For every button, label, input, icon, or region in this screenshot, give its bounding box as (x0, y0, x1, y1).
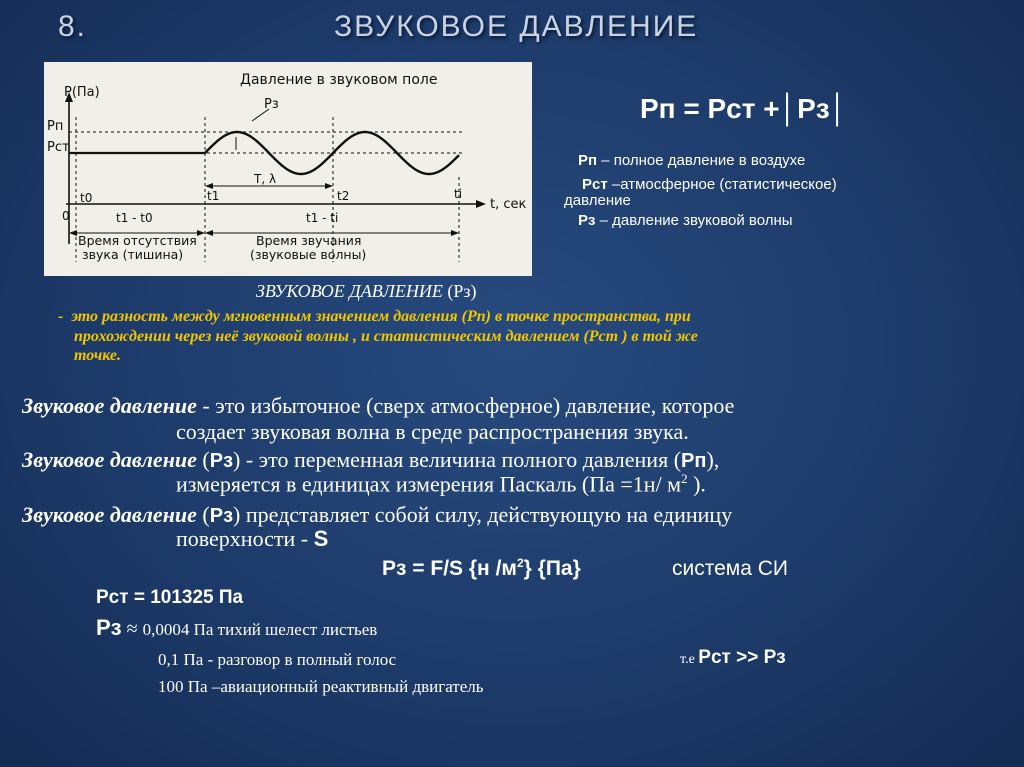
si-formula (382, 556, 581, 581)
si-formula-sup: 2 (516, 556, 524, 570)
silence-caption-1: Время отсутствия (78, 233, 197, 248)
label-p-static: Pст (47, 140, 70, 155)
paragraph-3-symbol: Рз (209, 505, 234, 527)
t2-label: t2 (337, 189, 350, 203)
pz-value-1 (96, 615, 377, 641)
silence-arrow-left (69, 230, 77, 236)
definition-line-2: прохождении через неё звуковой волны , и статистическим давлением (Рст ) в той же (74, 328, 698, 345)
si-formula-end: } {Па} (523, 557, 581, 580)
origin-label: 0 (62, 209, 70, 223)
silence-arrow-right (197, 230, 205, 236)
paragraph-2-b: ) - это переменная величина полного давления ( (233, 447, 682, 472)
definition-text-1: это разность между мгновенным значением давления (Рп) в точке пространства, при (71, 308, 691, 325)
definition-line-3: точке. (74, 347, 121, 364)
paragraph-3-s: S (313, 526, 329, 551)
paragraph-3 (22, 502, 732, 528)
paragraph-2-end: ). (687, 471, 706, 497)
paragraph-2-a: ( (196, 447, 210, 472)
paragraph-1 (22, 393, 734, 419)
si-formula-main: Рз = F/S {н /м (382, 557, 517, 580)
slide-number: 8. (58, 10, 88, 43)
legend-pz (578, 212, 793, 230)
y-axis-label: Р(Па) (64, 85, 100, 100)
main-formula: Рп = Рст +│Рз│ (640, 93, 848, 124)
pst-value: Рст = 101325 Па (96, 587, 244, 608)
x-axis-label: t, сек (490, 197, 527, 212)
diagram-heading: Давление в звуковом поле (240, 72, 438, 88)
paragraph-2-symbol-2: Рп (681, 450, 707, 472)
legend-pp-text: – полное давление в воздухе (597, 152, 806, 169)
paragraph-3-cont (176, 526, 328, 552)
definition-heading-text: ЗВУКОВОЕ ДАВЛЕНИЕ (256, 281, 443, 301)
paragraph-2-cont (176, 471, 706, 497)
paragraph-3-a: ( (196, 502, 210, 527)
period-arrow-right (325, 183, 333, 189)
sound-arrow-right (451, 230, 459, 236)
legend-pst-text: –атмосферное (статистическое) (607, 176, 837, 193)
pz-value-2: 0,1 Па - разговор в полный голос (158, 650, 397, 669)
si-system-label: система СИ (672, 557, 789, 580)
paragraph-3-b: ) представляет собой силу, действующую на единицу (233, 502, 733, 527)
approx-sign: ≈ (121, 618, 143, 640)
pz-value-1-text: 0,0004 Па тихий шелест листьев (142, 620, 378, 639)
pressure-diagram (44, 62, 532, 276)
ti-label: ti (454, 187, 463, 201)
legend-pp-symbol: Рп (578, 152, 598, 169)
legend-pz-symbol: Рз (578, 212, 596, 229)
definition-heading-symbol: (Рз) (447, 281, 477, 301)
comparison-formula: Рст >> Рз (698, 647, 786, 668)
paragraph-2-cont-text: измеряется в единицах измерения Паскаль (Па =1н/ м (176, 471, 682, 497)
paragraph-3-term: Звуковое давление (22, 502, 197, 527)
paragraph-2 (22, 447, 719, 473)
comparison-ie: т.е (680, 652, 699, 667)
pressure-wave-plot (44, 62, 532, 276)
paragraph-2-c: ), (706, 447, 720, 472)
legend-pz-text: – давление звуковой волны (595, 212, 793, 229)
comparison (680, 647, 786, 669)
paragraph-2-symbol: Рз (209, 450, 234, 472)
paragraph-1-text: - это избыточное (сверх атмосферное) давление, которое (196, 393, 735, 418)
slide-title: ЗВУКОВОЕ ДАВЛЕНИЕ (334, 10, 699, 43)
sound-caption-1: Время звучания (256, 233, 362, 248)
legend-pst-symbol: Рст (582, 176, 608, 193)
t1-label: t1 (207, 189, 220, 203)
sound-interval-label: t1 - ti (306, 211, 339, 225)
definition-dash: - (58, 308, 64, 325)
label-p-sound: Pз (264, 97, 279, 112)
paragraph-1-term: Звуковое давление (22, 393, 197, 418)
legend-pp (578, 152, 805, 170)
pz-value-3: 100 Па –авиационный реактивный двигатель (158, 677, 484, 696)
paragraph-2-term: Звуковое давление (22, 447, 197, 472)
definition-line-1 (58, 308, 691, 326)
paragraph-1-cont: создает звуковая волна в среде распространения звука. (176, 419, 689, 444)
t0-label: t0 (80, 191, 93, 205)
silence-interval-label: t1 - t0 (116, 211, 153, 225)
x-axis-arrow (476, 200, 486, 208)
pz-symbol: Рз (96, 615, 122, 640)
silence-caption-2: звука (тишина) (82, 247, 184, 262)
label-p-full: Pп (47, 119, 64, 134)
sound-arrow-left (205, 230, 213, 236)
paragraph-3-cont-text: поверхности - (176, 526, 314, 551)
legend-pst-text-2: давление (564, 192, 631, 209)
definition-heading (256, 281, 476, 302)
paragraph-2-sup: 2 (681, 471, 688, 486)
period-label: T, λ (254, 172, 277, 186)
sound-caption-2: (звуковые волны) (250, 247, 367, 262)
